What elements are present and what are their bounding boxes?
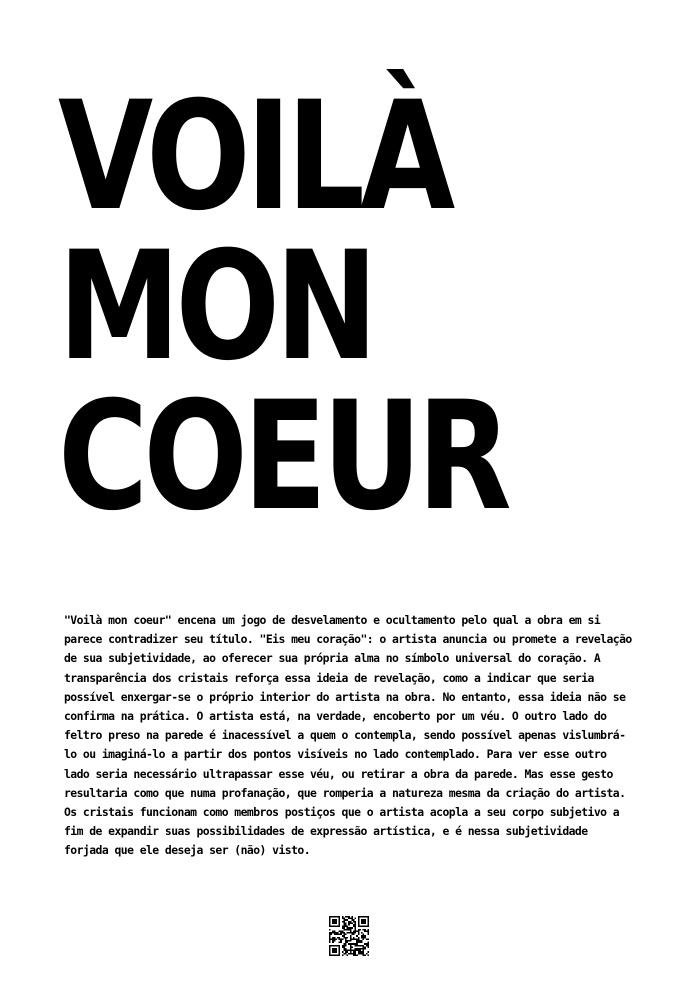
body-paragraph: "Voilà mon coeur" encena um jogo de desvelamento e ocultamento pelo qual a obra em si parece contradizer seu título. "Eis meu coração": o artista anuncia ou promete a revelação de sua subjetividade, ao oferecer sua própria alma no símbolo universal do coração. A transparência dos cristais reforça essa ideia de revelação, como a indicar que seria possível enxergar-se o próprio interior do artista na obra. No entanto, essa ideia não se confirma na prática. O artista está, na verdade, encoberto por um véu. O outro lado do feltro preso na parede é inacessível a quem o contempla, sendo possível apenas vislumbrá-lo ou imaginá-lo a partir dos pontos visíveis no lado contemplado. Para ver esse outro lado seria necessário ultrapassar esse véu, ou retirar a obra da parede. Mas esse gesto resultaria como que numa profanação, que romperia a natureza mesma da criação do artista. Os cristais funcionam como membros postiços que o artista acopla a seu corpo subjetivo a fim de expandir suas possibilidades de expressão artística, e é nessa subjetividade forjada que ele deseja ser (não) visto.	[64, 613, 632, 858]
page-title	[58, 70, 678, 544]
title-line-1: VOILÀ	[58, 70, 451, 244]
title-line-2: MON	[58, 220, 374, 394]
title-line-3: COEUR	[58, 370, 507, 544]
qr-code-icon[interactable]	[329, 916, 369, 956]
